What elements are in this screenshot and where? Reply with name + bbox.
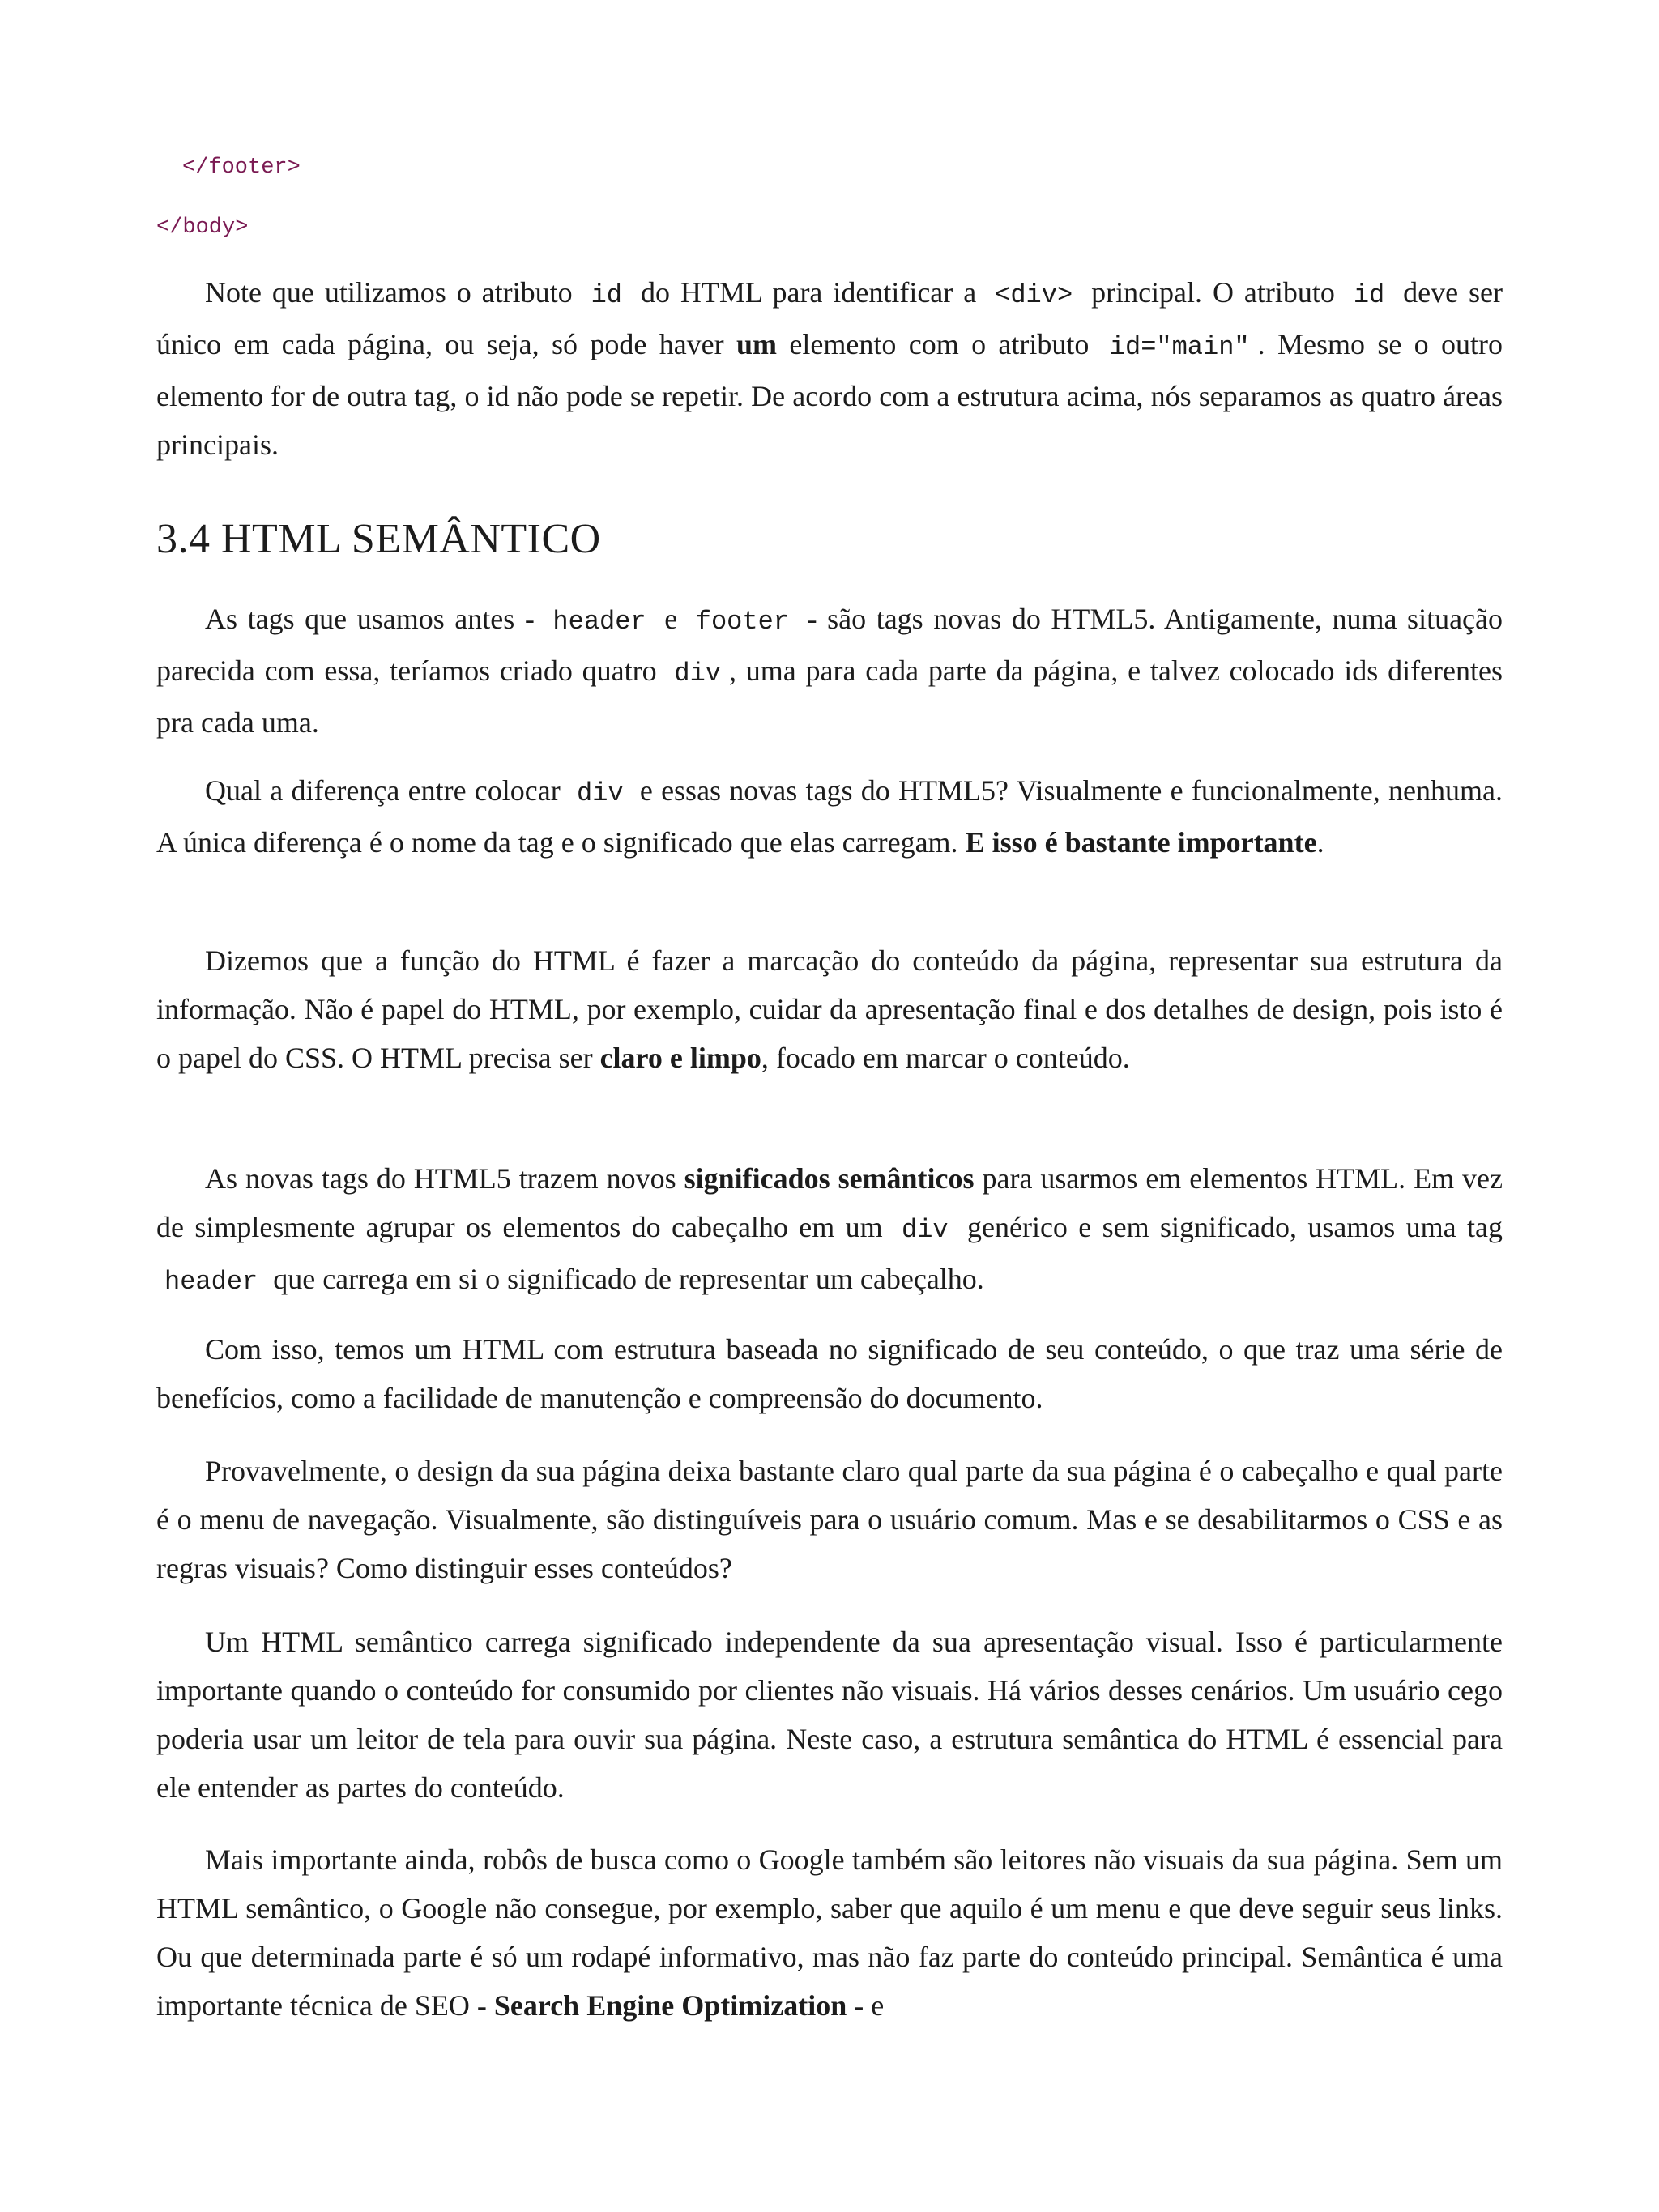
paragraph-new-tags: As tags que usamos antes - header e footer - são tags novas do HTML5. Antigamente, numa situação parecida com essa, teríamos criado quatro div , uma para cada parte da página, e talvez colocado ids diferentes pra cada uma. (156, 603, 1503, 739)
paragraph-difference: Qual a diferença entre colocar div e essas novas tags do HTML5? Visualmente e funcionalmente, nenhuma. A única diferença é o nome da tag e o significado que elas carregam. E isso é bastante importante. (156, 774, 1503, 859)
inline-code: id (1353, 280, 1385, 310)
inline-code: header (164, 1267, 258, 1297)
code-body-close: </body> (156, 215, 249, 240)
paragraph-semantic-meaning: As novas tags do HTML5 trazem novos significados semânticos para usarmos em elementos HTML. Em vez de simplesmente agrupar os elementos do cabeçalho em um div genérico e sem significado, usamos uma tag header que carrega em si o significado de representar um cabeçalho. (156, 1162, 1503, 1297)
paragraph-id-attribute: Note que utilizamos o atributo id do HTML para identificar a <div> principal. O atributo id deve ser único em cada página, ou seja, só pode haver um elemento com o atributo id="main" . Mesmo se o outro elemento for de outra tag, o id não pode se repetir. De acordo com a estrutura acima, nós separamos as quatro áreas principais. (156, 276, 1503, 461)
inline-code: id="main" (1109, 332, 1250, 362)
paragraph-design: Provavelmente, o design da sua página deixa bastante claro qual parte da sua página é o cabeçalho e qual parte é o menu de navegação. Visualmente, são distinguíveis para o usuário comum. Mas e se desabilitarmos o CSS e as regras visuais? Como distinguir esses conteúdos? (156, 1455, 1503, 1584)
inline-code: div (674, 658, 721, 688)
paragraph-benefits: Com isso, temos um HTML com estrutura baseada no significado de seu conteúdo, o que traz uma série de benefícios, como a facilidade de manutenção e compreensão do documento. (156, 1333, 1503, 1414)
paragraph-search-robots: Mais importante ainda, robôs de busca como o Google também são leitores não visuais da sua página. Sem um HTML semântico, o Google não consegue, por exemplo, saber que aquilo é um menu e que deve seguir seus links. Ou que determinada parte é só um rodapé informativo, mas não faz parte do conteúdo principal. Semântica é uma importante técnica de SEO - Search Engine Optimization - e (156, 1843, 1503, 2022)
inline-code: div (576, 778, 624, 808)
paragraph-non-visual-clients: Um HTML semântico carrega significado independente da sua apresentação visual. Isso é particularmente importante quando o conteúdo for consumido por clientes não visuais. Há vários desses cenários. Um usuário cego poderia usar um leitor de tela para ouvir sua página. Neste caso, a estrutura semântica do HTML é essencial para ele entender as partes do conteúdo. (156, 1626, 1503, 1804)
inline-code: id (591, 280, 622, 310)
section-heading: 3.4 HTML SEMÂNTICO (156, 516, 601, 562)
code-footer-close: </footer> (182, 156, 301, 180)
inline-code: div (902, 1215, 949, 1245)
inline-code: <div> (995, 280, 1073, 310)
inline-code: header (552, 607, 646, 637)
inline-code: footer (695, 607, 789, 637)
paragraph-html-function: Dizemos que a função do HTML é fazer a marcação do conteúdo da página, representar sua estrutura da informação. Não é papel do HTML, por exemplo, cuidar da apresentação final e dos detalhes de design, pois isto é o papel do CSS. O HTML precisa ser claro e limpo, focado em marcar o conteúdo. (156, 944, 1503, 1074)
